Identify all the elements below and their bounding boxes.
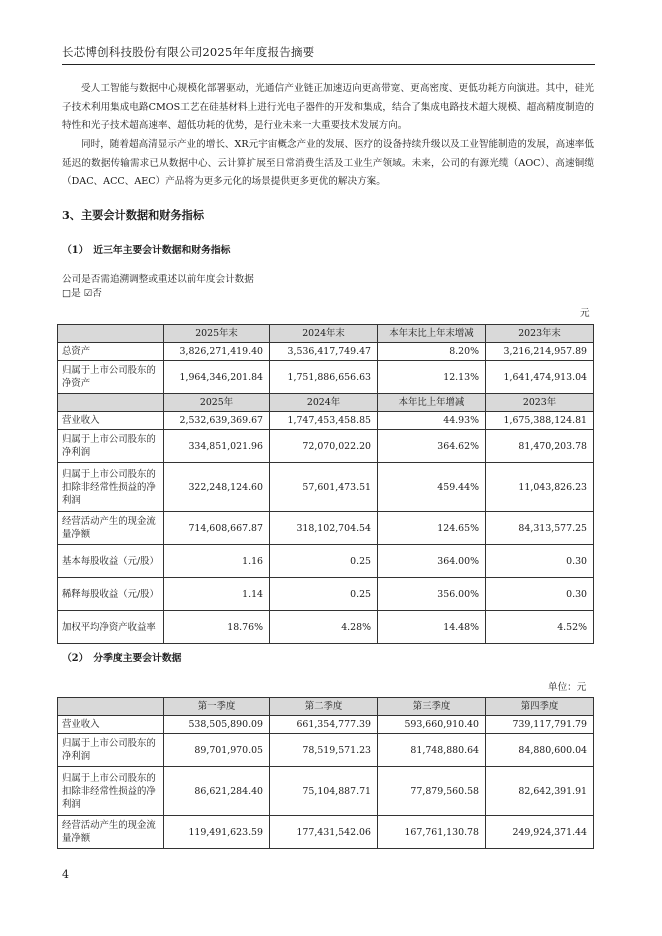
value-cell: 459.44%: [378, 463, 486, 512]
value-cell: 4.52%: [486, 611, 594, 644]
value-cell: 739,117,791.79: [486, 716, 594, 734]
value-cell: 1.14: [164, 578, 270, 611]
column-header: 第三季度: [378, 698, 486, 716]
restatement-choice: □是 ☑否: [62, 288, 102, 299]
value-cell: 1,675,388,124.81: [486, 412, 594, 430]
column-header: 第二季度: [270, 698, 378, 716]
value-cell: 14.48%: [378, 611, 486, 644]
value-cell: 81,748,880.64: [378, 734, 486, 767]
header-blank-cell: [58, 325, 164, 343]
row-label: 经营活动产生的现金流量净额: [58, 512, 164, 545]
value-cell: 334,851,021.96: [164, 430, 270, 463]
row-label: 加权平均净资产收益率: [58, 611, 164, 644]
intro-paragraph-1: 受人工智能与数据中心规模化部署驱动，光通信产业链正加速迈向更高带宽、更高密度、更低功耗方向演进。其中，硅光子技术利用集成电路CMOS工艺在硅基材料上进行光电子器件的开发和集成，结合了集成电路技术超大规模、超高精度制造的特性和光子技术超高速率、超低功耗的优势，是行业未来一大重要技术发展方向。: [62, 83, 594, 132]
value-cell: 84,880,600.04: [486, 734, 594, 767]
value-cell: 364.00%: [378, 545, 486, 578]
header-blank-cell: [58, 394, 164, 412]
three-year-financials-table: [57, 324, 594, 644]
value-cell: 318,102,704.54: [270, 512, 378, 545]
intro-paragraph-2: 同时，随着超高清显示产业的增长、XR元宇宙概念产业的发展、医疗的设备持续升级以及工业智能制造的发展，高速率低延迟的数据传输需求已从数据中心、云计算扩展至日常消费生活及工业生产领域。未来，公司的有源光缆（AOC）、高速铜缆（DAC、ACC、AEC）产品将为更多元化的场景提供更多更优的解决方案。: [62, 139, 594, 188]
value-cell: 12.13%: [378, 361, 486, 394]
column-header: 2024年末: [270, 325, 378, 343]
value-cell: 1,747,453,458.85: [270, 412, 378, 430]
value-cell: 44.93%: [378, 412, 486, 430]
table-row: [58, 816, 594, 849]
header-blank-cell: [58, 698, 164, 716]
value-cell: 177,431,542.06: [270, 816, 378, 849]
value-cell: 57,601,473.51: [270, 463, 378, 512]
value-cell: 124.65%: [378, 512, 486, 545]
value-cell: 1,751,886,656.63: [270, 361, 378, 394]
table-header-row: [58, 698, 594, 716]
column-header: 第四季度: [486, 698, 594, 716]
row-label: 稀释每股收益（元/股）: [58, 578, 164, 611]
value-cell: 89,701,970.05: [164, 734, 270, 767]
table1-heading: （1） 近三年主要会计数据和财务指标: [62, 245, 231, 256]
value-cell: 78,519,571.23: [270, 734, 378, 767]
value-cell: 18.76%: [164, 611, 270, 644]
value-cell: 322,248,124.60: [164, 463, 270, 512]
header-divider: [62, 64, 595, 65]
value-cell: 75,104,887.71: [270, 767, 378, 816]
column-header: 2025年末: [164, 325, 270, 343]
row-label: 归属于上市公司股东的扣除非经常性损益的净利润: [58, 463, 164, 512]
value-cell: 1,641,474,913.04: [486, 361, 594, 394]
column-header: 2024年: [270, 394, 378, 412]
value-cell: 119,491,623.59: [164, 816, 270, 849]
column-header: 本年比上年增减: [378, 394, 486, 412]
column-header: 2025年: [164, 394, 270, 412]
table-row: [58, 463, 594, 512]
column-header: 2023年: [486, 394, 594, 412]
restatement-note: 公司是否需追溯调整或重述以前年度会计数据: [62, 274, 254, 285]
row-label: 归属于上市公司股东的扣除非经常性损益的净利润: [58, 767, 164, 816]
value-cell: 3,826,271,419.40: [164, 343, 270, 361]
quarterly-financials-table: [57, 697, 594, 849]
value-cell: 11,043,826.23: [486, 463, 594, 512]
table-row: [58, 716, 594, 734]
section-3-heading: 3、主要会计数据和财务指标: [62, 208, 205, 222]
value-cell: 2,532,639,369.67: [164, 412, 270, 430]
value-cell: 356.00%: [378, 578, 486, 611]
value-cell: 8.20%: [378, 343, 486, 361]
value-cell: 0.25: [270, 578, 378, 611]
table2-heading: （2） 分季度主要会计数据: [62, 653, 182, 664]
value-cell: 0.30: [486, 578, 594, 611]
row-label: 基本每股收益（元/股）: [58, 545, 164, 578]
table-row: [58, 361, 594, 394]
column-header: 2023年末: [486, 325, 594, 343]
table-header-row: [58, 394, 594, 412]
value-cell: 4.28%: [270, 611, 378, 644]
value-cell: 1,964,346,201.84: [164, 361, 270, 394]
value-cell: 1.16: [164, 545, 270, 578]
table-row: [58, 412, 594, 430]
column-header: 本年末比上年末增减: [378, 325, 486, 343]
page-number: 4: [62, 868, 69, 881]
value-cell: 84,313,577.25: [486, 512, 594, 545]
value-cell: 77,879,560.58: [378, 767, 486, 816]
row-label: 归属于上市公司股东的净利润: [58, 430, 164, 463]
row-label: 经营活动产生的现金流量净额: [58, 816, 164, 849]
row-label: 营业收入: [58, 412, 164, 430]
row-label: 总资产: [58, 343, 164, 361]
table-header-row: [58, 325, 594, 343]
value-cell: 72,070,022.20: [270, 430, 378, 463]
value-cell: 81,470,203.78: [486, 430, 594, 463]
report-header-title: 长芯博创科技股份有限公司2025年年度报告摘要: [62, 45, 315, 59]
value-cell: 86,621,284.40: [164, 767, 270, 816]
value-cell: 3,216,214,957.89: [486, 343, 594, 361]
row-label: 归属于上市公司股东的净利润: [58, 734, 164, 767]
column-header: 第一季度: [164, 698, 270, 716]
value-cell: 714,608,667.87: [164, 512, 270, 545]
row-label: 营业收入: [58, 716, 164, 734]
table-row: [58, 545, 594, 578]
value-cell: 364.62%: [378, 430, 486, 463]
value-cell: 82,642,391.91: [486, 767, 594, 816]
value-cell: 593,660,910.40: [378, 716, 486, 734]
value-cell: 0.30: [486, 545, 594, 578]
table2-unit: 单位：元: [548, 682, 587, 693]
table-row: [58, 734, 594, 767]
row-label: 归属于上市公司股东的净资产: [58, 361, 164, 394]
table1-unit: 元: [580, 308, 590, 319]
value-cell: 3,536,417,749.47: [270, 343, 378, 361]
table-row: [58, 611, 594, 644]
table-row: [58, 767, 594, 816]
table-row: [58, 512, 594, 545]
value-cell: 249,924,371.44: [486, 816, 594, 849]
value-cell: 167,761,130.78: [378, 816, 486, 849]
value-cell: 661,354,777.39: [270, 716, 378, 734]
value-cell: 0.25: [270, 545, 378, 578]
value-cell: 538,505,890.09: [164, 716, 270, 734]
table-row: [58, 430, 594, 463]
table-row: [58, 578, 594, 611]
table-row: [58, 343, 594, 361]
